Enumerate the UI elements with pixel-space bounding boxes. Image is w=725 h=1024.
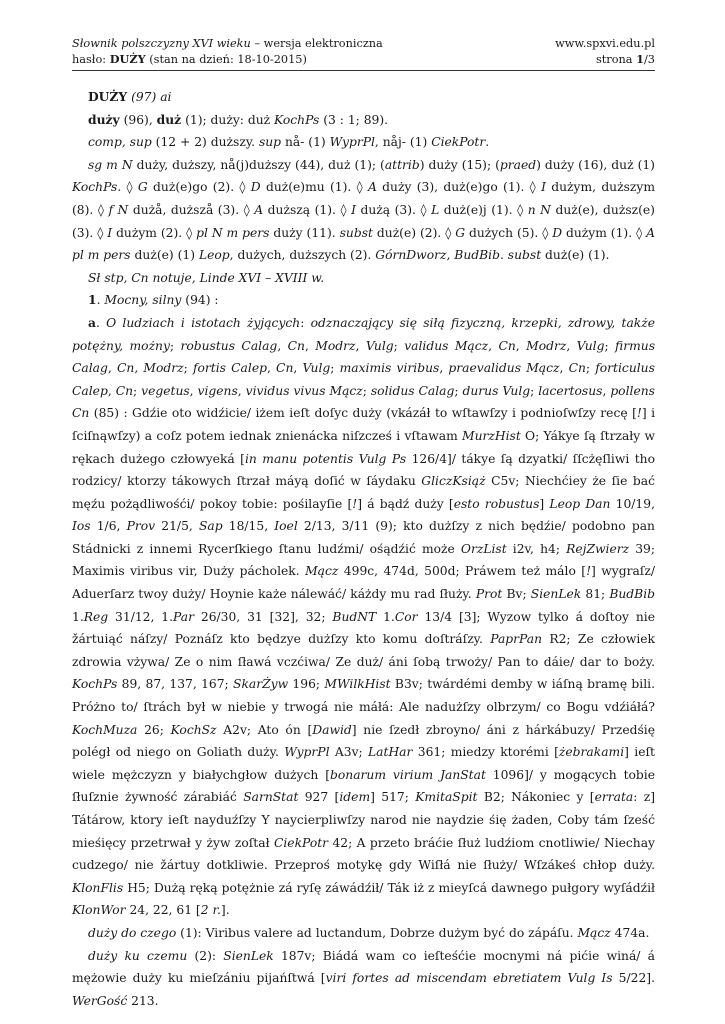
entry-header (72, 52, 655, 67)
sub-meaning-do-czego: duży do czego (1): Viribus valere ad luctandum, Dobrze dużym być do zápáſu. Mącz 474a. (88, 925, 650, 940)
inflection-paragraph: sg m N duży, duższy, nå(j)duższy (44), duż (1); (attrib) duży (15); (praed) duży (16), duż (1) KochPs. ◊ G duż(e)go (2). ◊ D duż(e)mu (1). ◊ A duży (3), duż(e)go (1). ◊ I dużym, duższym (8). ◊ f N dużå, duższå (3). ◊ A duższą (1). ◊ I dużą (3). ◊ L duż(e)j (1). ◊ n N duż(e), duższ(e) (3). ◊ I dużym (2). ◊ pl N m pers duży (11). subst duż(e) (2). ◊ G dużych (5). ◊ D dużym (1). ◊ A pl m pers duż(e) (1) Leop, dużych, duższych (2). GórnDworz, BudBib. subst duż(e) (1). (72, 157, 655, 263)
website-link[interactable]: www.spxvi.edu.pl (555, 37, 655, 50)
dictionary-title: Słownik polszczyzny XVI wieku – wersja elektroniczna (72, 37, 383, 50)
sub-meaning-ku-czemu: duży ku czemu (2): SienLek 187v; Biádá wam co ieſteśćie mocnymi ná pićie winá/ á mężowie duży ku mieſzániu pijańſtwá [viri fortes ad miscendam ebretiatem Vulg Is 5/22]. WerGość 213. (72, 948, 655, 1008)
meaning-1: 1. Mocny, silny (94) : (88, 292, 219, 308)
forms-line: duży (96), duż (1); duży: duż KochPs (3 : 1; 89). (88, 111, 389, 127)
header-divider (72, 70, 655, 71)
sources-note: Sł stp, Cn notuje, Linde XVI – XVIII w. (88, 270, 325, 285)
headword-line: DUŻY (97) ai (88, 89, 172, 104)
meaning-1a: a. O ludziach i istotach żyjących: odznaczający się siłą fizyczną, krzepki, zdrowy, także potężny, możny; robustus Calag, Cn, Modrz, Vulg; validus Mącz, Cn, Modrz, Vulg; firmus Calag, Cn, Modrz; fortis Calep, Cn, Vulg; maximis viribus, praevalidus Mącz, Cn; forticulus Calep, Cn; vegetus, vigens, vividus vivus Mącz; solidus Calag; durus Vulg; lacertosus, pollens Cn (85) : Gdźie oto widźicie/ iżem ieſt doſyc duży (vkázáł to wſtawſzy i podnioſwſzy recę [!] i ſciſnąwſzy) a coſz potem iednak znienácka niſzcześ i vſtawam MurzHist O; Yákye ſą ſtrzały w rękach dużego człowyeká [in manu potentis Vulg Ps 126/4]/ tákye ſą dzyatki/ ſſcżęſliwi tho rodzicy/ ktorzy tákowych ſtrzał máyą doſić w ſáydaku GliczKsiąż C5v; Niechćiey że ſie bać męźu pożądliwośći/ pokoy tobie: pośilayſie [!] á bądź duży [esto robustus] Leop Dan 10/19, Ios 1/6, Prov 21/5, Sap 18/15, Ioel 2/13, 3/11 (9); kto dużſzy z nich będźie/ podobno pan Stádnicki z innemi Rycerſkiego ſtanu ludźmi/ ośądźić może OrzList i2v, h4; RejZwierz 39; Maximis viribus vir, Duży pácholek. Mącz 499c, 474d, 500d; Práwem też málo [!] wygraſz/ Aduerſarz twoy duży/ Hoynie każe nálewáć/ káżdy mu rad ſłuży. Prot Bv; SienLek 81; BudBib 1.Reg 31/12, 1.Par 26/30, 31 [32], 32; BudNT 1.Cor 13/4 [3]; Wyzow tylko á doſtoy nie žártuiąć náſzy/ Poznáſz kto będzye dużſzy kto komu doſtráſzy. PaprPan R2; Ze człowiek zdrowia vżywa/ Ze o nim ſławá vczćiwa/ Ze duż/ áni ſobą trwoży/ Pan to dáie/ dar to boży. KochPs 89, 87, 137, 167; SkarŻyw 196; MWilkHist B3v; twárdémi demby w iáſną bramę bili. Próżno to/ ſtrách był w niebie y trwogá nie máłá: Ale nadużſzy olbrzym/ co Bogu vdźiáłá? KochMuza 26; KochSz A2v; Ato ón [Dawid] nie ſzedł zbroyno/ áni z hárkábuzy/ Przedśię polégł od niego on Goliath duży. WyprPl A3v; LatHar 361; miedzy ktorémi [żebrakami] ieſt wiele mężczyzn y białychgłow dużych [bonarum virium JanStat 1096]/ y mogących tobie ſłuſznie żywność zárabiáć SarnStat 927 [idem] 517; KmitaSpit B2; Nákoniec y [errata: z] Tátárow, ktory ieſt nayduźſzy Y naycierpliwſzy narod nie naydzie śię żaden, Coby tám ſześć mieśięcy przetrwał y żyw zoſtał CiekPotr 42; A przeto bráćie ſłuż ludźiom cnotliwie/ Niechay cudzego/ nie žártuy dotkliwie. Przeproś motykę gdy Wiſłá nie ſłuży/ Wſzákeś chłop duży. KlonFlis H5; Dużą ręką potężnie zá ryſę záwádźił/ Ták iż z mieyſcá dawnego pułgory wyſádźił KlonWor 24, 22, 61 [2 r.]. (72, 314, 656, 918)
comparison-line: comp, sup (12 + 2) duższy. sup nå- (1) WyprPl, nåj- (1) CiekPotr. (88, 135, 490, 150)
running-header (72, 36, 655, 51)
entry-info: hasło: DUŻY (stan na dzień: 18-10-2015) (72, 52, 307, 66)
page-number: strona 1/3 (595, 52, 655, 66)
entry-body (72, 86, 655, 1012)
